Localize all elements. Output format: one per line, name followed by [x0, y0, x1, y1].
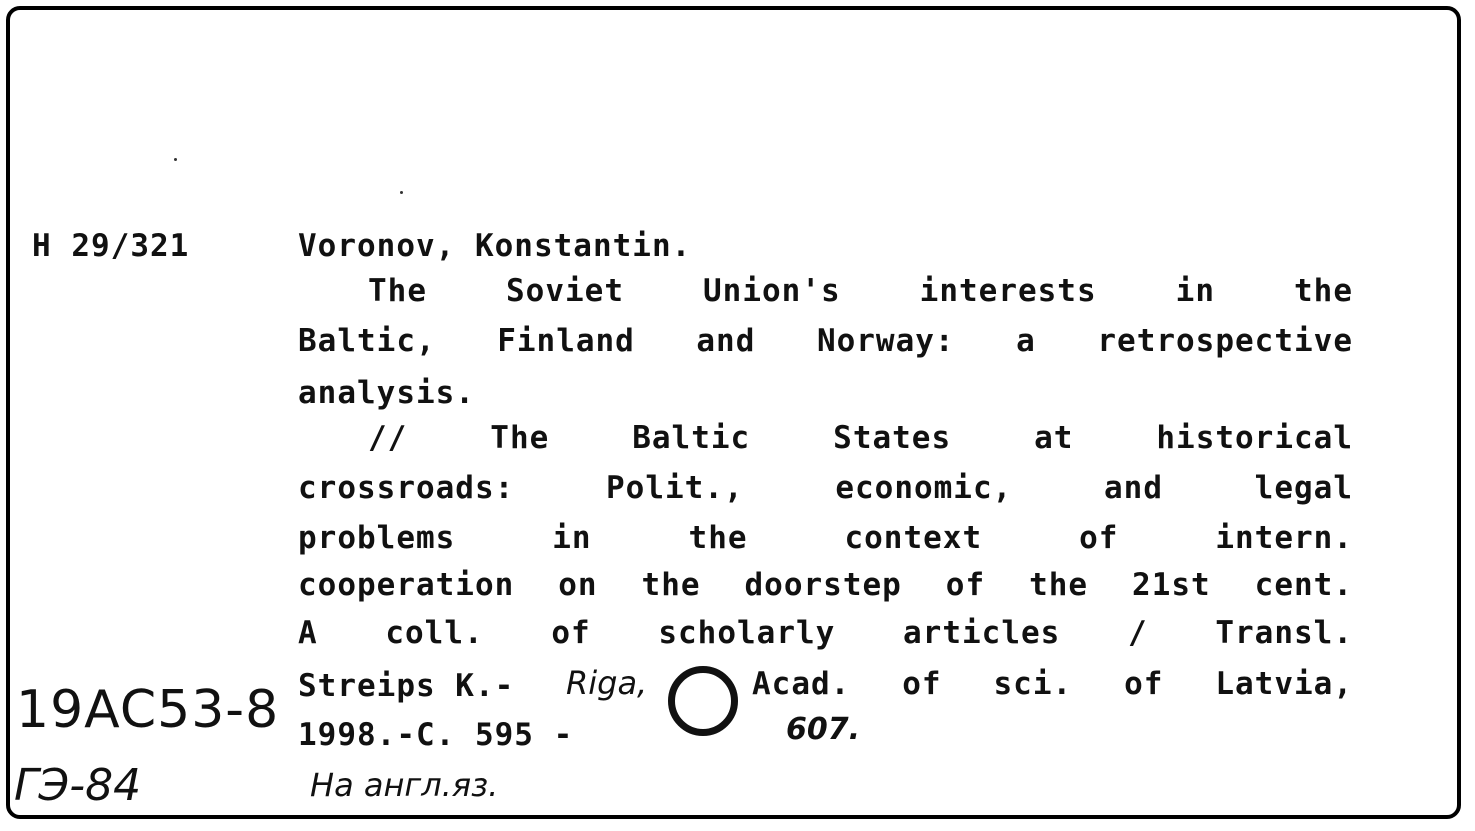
source-line-6-start: Streips K.-	[298, 668, 515, 704]
source-line-5: A coll. of scholarly articles / Transl.	[298, 615, 1353, 651]
source-line-2: crossroads: Polit., economic, and legal	[298, 470, 1353, 506]
handwritten-place: Riga,	[566, 664, 648, 702]
source-line-4: cooperation on the doorstep of the 21st cent.	[298, 567, 1353, 603]
call-number: H 29/321	[32, 228, 190, 264]
title-line-2: Baltic, Finland and Norway: a retrospective	[298, 323, 1353, 359]
speck-mark	[174, 158, 177, 161]
source-line-1: // The Baltic States at historical	[368, 420, 1353, 456]
source-line-7: 1998.-C. 595 -	[298, 717, 574, 753]
source-line-6-end: Acad. of sci. of Latvia,	[752, 666, 1353, 702]
speck-mark	[400, 191, 403, 194]
source-line-3: problems in the context of intern.	[298, 520, 1353, 556]
library-stamp-circle	[668, 666, 738, 736]
handwritten-language-note: На англ.яз.	[310, 766, 499, 804]
title-line-3: analysis.	[298, 375, 475, 411]
handwritten-end-page: 607.	[786, 712, 861, 747]
handwritten-margin-code: 19AC53-8	[16, 680, 280, 740]
handwritten-margin-code-2: ГЭ-84	[14, 760, 142, 811]
author-name: Voronov, Konstantin.	[298, 228, 692, 264]
title-line-1: The Soviet Union's interests in the	[368, 273, 1353, 309]
